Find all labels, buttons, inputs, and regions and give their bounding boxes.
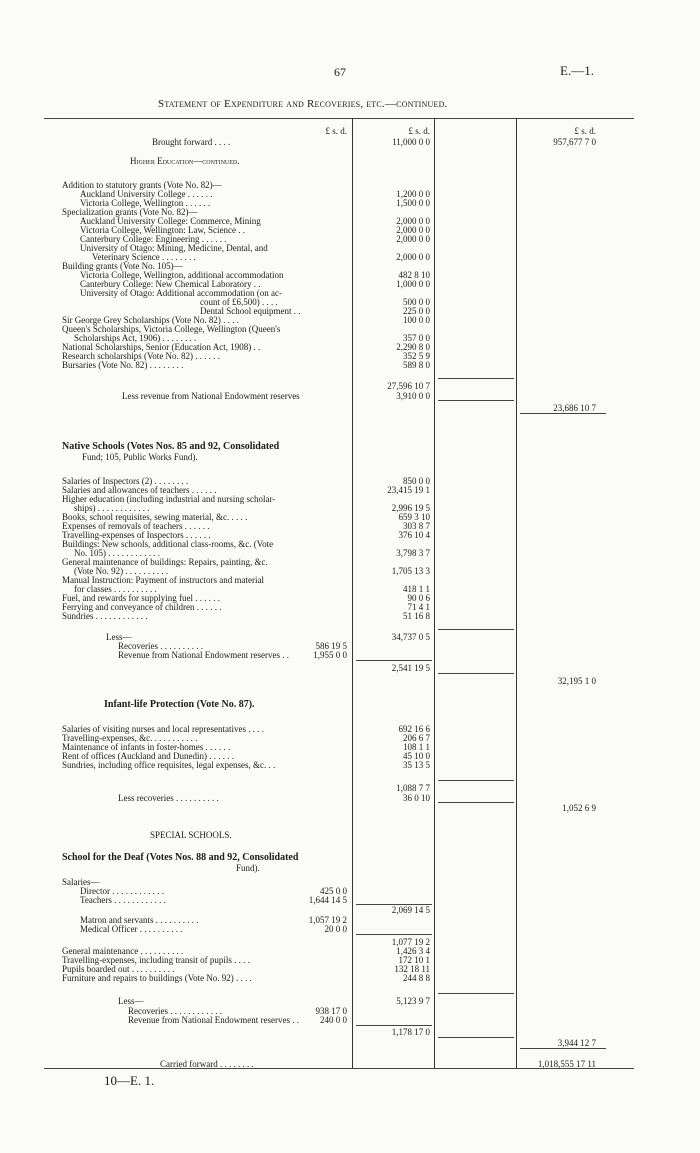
amount-c2: 71 4 1 — [407, 602, 430, 612]
table-row — [0, 1059, 700, 1069]
amount-c2: 172 10 1 — [398, 955, 430, 965]
amount-c1: 938 17 0 — [315, 1006, 347, 1016]
row-label: Queen's Scholarships, Victoria College, Wellington (Queen's — [62, 324, 281, 334]
row-label: Salaries of Inspectors (2) . . . . . . . . — [62, 476, 189, 486]
table-row — [0, 381, 700, 391]
row-label: Furniture and repairs to buildings (Vote No. 92) . . . . — [62, 973, 252, 983]
row-label: Sundries, including office requisites, legal expenses, &c. . . — [62, 760, 276, 770]
row-label: ships) . . . . . . . . . . . . — [74, 503, 150, 513]
amount-c1: 425 0 0 — [320, 886, 347, 896]
table-row — [0, 650, 700, 660]
row-label: Research scholarships (Vote No. 82) . . . . . . — [62, 351, 221, 361]
amount-c2: 132 18 11 — [394, 964, 430, 974]
amount-c1: 1,057 19 2 — [308, 915, 347, 925]
amount-c3: 3,944 12 7 — [557, 1038, 596, 1048]
amount-c2: 659 3 10 — [398, 512, 430, 522]
amount-c2: 1,077 19 2 — [391, 937, 430, 947]
amount-c2: 244 8 8 — [403, 973, 430, 983]
amount-c2: 34,737 0 5 — [391, 632, 430, 642]
table-row — [0, 391, 700, 401]
row-label: Salaries and allowances of teachers . . . . . . — [62, 485, 217, 495]
row-label: Dental School equipment . . — [200, 306, 301, 316]
amount-c2: 1,200 0 0 — [396, 189, 430, 199]
row-label: Less— — [106, 632, 132, 642]
row-label: Canterbury College: Engineering . . . . . . — [80, 234, 227, 244]
amount-c2: 482 8 10 — [398, 270, 430, 280]
table-row — [0, 1015, 700, 1025]
row-label: (Vote No. 92) . . . . . . . . . . — [74, 566, 169, 576]
row-label: Less recoveries . . . . . . . . . . — [118, 793, 219, 803]
amount-c2: 225 0 0 — [403, 306, 430, 316]
row-label: Manual Instruction: Payment of instructors and material — [62, 575, 264, 585]
row-label: Scholarships Act, 1906) . . . . . . . . — [74, 333, 197, 343]
row-label: Travelling-expenses of Inspectors . . . . . . — [62, 530, 211, 540]
row-label: Bursaries (Vote No. 82) . . . . . . . . — [62, 360, 184, 370]
amount-c2: 2,069 14 5 — [391, 905, 430, 915]
amount-c3: 1,018,555 17 11 — [537, 1059, 596, 1069]
row-label: General maintenance of buildings: Repairs, painting, &c. — [62, 557, 268, 567]
amount-c3: 957,677 7 0 — [553, 137, 596, 147]
table-row — [0, 783, 700, 793]
table-row — [0, 905, 700, 915]
amount-c2: 2,000 0 0 — [396, 216, 430, 226]
table-row — [0, 137, 700, 147]
table-row — [0, 760, 700, 770]
amount-c2: 206 6 7 — [403, 733, 430, 743]
row-label: Director . . . . . . . . . . . . — [80, 886, 164, 896]
table-row — [0, 676, 700, 686]
amount-c2: 692 16 6 — [398, 724, 430, 734]
amount-c1: 586 19 5 — [315, 641, 347, 651]
row-label: Expenses of removals of teachers . . . . . . — [62, 521, 210, 531]
table-row — [0, 1038, 700, 1048]
amount-c2: 1,000 0 0 — [396, 279, 430, 289]
amount-c2: 3,910 0 0 — [396, 391, 430, 401]
table-row — [0, 452, 700, 462]
table-row — [0, 803, 700, 813]
row-label: Recoveries . . . . . . . . . . . . — [128, 1006, 222, 1016]
row-label: Victoria College, Wellington, additional accommodation — [80, 270, 284, 280]
amount-c2: 2,000 0 0 — [396, 252, 430, 262]
page-title: Statement of Expenditure and Recoveries, etc.—continued. — [158, 98, 448, 110]
amount-c3: 23,686 10 7 — [553, 403, 596, 413]
row-label: Higher Education—continued. — [130, 156, 240, 166]
table-row — [0, 793, 700, 803]
table-row — [0, 924, 700, 934]
amount-c2: 36 0 10 — [403, 793, 430, 803]
amount-c3: 1,052 6 9 — [562, 803, 596, 813]
amount-c2: 303 8 7 — [403, 521, 430, 531]
row-label: Fund; 105, Public Works Fund). — [82, 452, 198, 462]
amount-c3: 32,195 1 0 — [557, 676, 596, 686]
row-label: count of £6,500) . . . . — [200, 297, 278, 307]
row-label: Books, school requisites, sewing material, &c. . . . . — [62, 512, 248, 522]
table-row — [0, 403, 700, 413]
amount-c2: 850 0 0 — [403, 476, 430, 486]
amount-c2: 589 8 0 — [403, 360, 430, 370]
row-label: Addition to statutory grants (Vote No. 82)— — [62, 180, 222, 190]
row-label: Brought forward . . . . — [152, 137, 231, 147]
row-label: Less revenue from National Endowment reserves — [122, 391, 300, 401]
row-label: Veterinary Science . . . . . . . . — [92, 252, 196, 262]
row-label: Ferrying and conveyance of children . . . . . . — [62, 602, 222, 612]
row-label: Salaries— — [62, 877, 100, 887]
row-label: Salaries of visiting nurses and local representatives . . . . — [62, 724, 264, 734]
page-number: 67 — [334, 65, 346, 79]
amount-c2: 2,996 19 5 — [391, 503, 430, 513]
table-row — [0, 895, 700, 905]
row-label: Specialization grants (Vote No. 82)— — [62, 207, 198, 217]
page-code: E.—1. — [560, 63, 594, 78]
row-label: School for the Deaf (Votes Nos. 88 and 92, Consolidated — [62, 852, 299, 863]
row-label: Pupils boarded out . . . . . . . . . . — [62, 964, 175, 974]
row-label: Fuel, and rewards for supplying fuel . . . . . . — [62, 593, 220, 603]
row-label: Less— — [118, 996, 144, 1006]
table-row — [0, 853, 700, 863]
table-row — [0, 1027, 700, 1037]
table-row — [0, 863, 700, 873]
row-label: Victoria College, Wellington: Law, Science . . — [80, 225, 245, 235]
amount-c2: 1,426 3 4 — [396, 946, 430, 956]
amount-c2: 352 5 9 — [403, 351, 430, 361]
row-label: Travelling-expenses, &c. . . . . . . . . . . — [62, 733, 198, 743]
amount-c2: 51 16 8 — [403, 611, 430, 621]
col3-head: £ s. d. — [574, 126, 596, 136]
table-row — [0, 156, 700, 166]
table-row — [0, 830, 700, 840]
amount-c1: 240 0 0 — [320, 1015, 347, 1025]
row-label: Infant-life Protection (Vote No. 87). — [104, 699, 255, 710]
amount-c2: 23,415 19 1 — [387, 485, 430, 495]
amount-c2: 2,000 0 0 — [396, 234, 430, 244]
row-label: No. 105) . . . . . . . . . . . . — [74, 548, 160, 558]
footer-signature: 10—E. 1. — [104, 1073, 155, 1088]
amount-c2: 1,500 0 0 — [396, 198, 430, 208]
row-label: General maintenance . . . . . . . . . . — [62, 946, 184, 956]
amount-c2: 376 10 4 — [398, 530, 430, 540]
amount-c2: 3,798 3 7 — [396, 548, 430, 558]
amount-c2: 27,596 10 7 — [387, 381, 430, 391]
row-label: Higher education (including industrial and nursing scholar- — [62, 494, 276, 504]
amount-c2: 500 0 0 — [403, 297, 430, 307]
amount-c2: 2,541 19 5 — [391, 663, 430, 673]
table-row — [0, 996, 700, 1006]
row-label: University of Otago: Additional accommodation (on ac- — [80, 288, 282, 298]
row-label: for classes . . . . . . . . . . — [74, 584, 157, 594]
row-label: Rent of offices (Auckland and Dunedin) . . . . . . — [62, 751, 235, 761]
row-label: Travelling-expenses, including transit of pupils . . . . — [62, 955, 250, 965]
amount-c2: 418 1 1 — [403, 584, 430, 594]
row-label: Building grants (Vote No. 105)— — [62, 261, 183, 271]
row-label: Carried forward . . . . . . . . — [160, 1059, 254, 1069]
row-label: Medical Officer . . . . . . . . . . — [80, 924, 183, 934]
amount-c2: 1,178 17 0 — [391, 1027, 430, 1037]
amount-c2: 5,123 9 7 — [396, 996, 430, 1006]
row-label: Matron and servants . . . . . . . . . . — [80, 915, 199, 925]
row-label: Fund). — [236, 863, 260, 873]
row-label: Sir George Grey Scholarships (Vote No. 82) . . . . — [62, 315, 239, 325]
row-label: Buildings: New schools, additional class-rooms, &c. (Vote — [62, 539, 274, 549]
row-label: Recoveries . . . . . . . . . . — [118, 641, 203, 651]
row-label: Canterbury College: New Chemical Laboratory . . — [80, 279, 261, 289]
amount-c2: 2,000 0 0 — [396, 225, 430, 235]
table-row — [0, 360, 700, 370]
row-label: Maintenance of infants in foster-homes . . . . . . — [62, 742, 231, 752]
table-row — [0, 700, 700, 710]
amount-c2: 90 0 6 — [407, 593, 430, 603]
amount-c1: 1,644 14 5 — [308, 895, 347, 905]
table-row — [0, 442, 700, 452]
row-label: Revenue from National Endowment reserves . . — [118, 650, 289, 660]
row-label: Auckland University College: Commerce, Mining — [80, 216, 261, 226]
row-label: Native Schools (Votes Nos. 85 and 92, Consolidated — [62, 441, 280, 452]
amount-c2: 45 10 0 — [403, 751, 430, 761]
row-label: Victoria College, Wellington . . . . . . — [80, 198, 211, 208]
amount-c2: 11,000 0 0 — [392, 137, 430, 147]
amount-c1: 20 0 0 — [324, 924, 347, 934]
table-row — [0, 973, 700, 983]
row-label: University of Otago: Mining, Medicine, Dental, and — [80, 243, 268, 253]
row-label: SPECIAL SCHOOLS. — [150, 830, 232, 840]
amount-c2: 1,705 13 3 — [391, 566, 430, 576]
amount-c2: 1,088 7 7 — [396, 783, 430, 793]
table-row — [0, 611, 700, 621]
table-row — [0, 663, 700, 673]
amount-c2: 35 13 5 — [403, 760, 430, 770]
amount-c2: 357 0 0 — [403, 333, 430, 343]
row-label: Auckland University College . . . . . . — [80, 189, 213, 199]
row-label: Teachers . . . . . . . . . . . . — [80, 895, 166, 905]
col1-head: £ s. d. — [325, 126, 347, 136]
amount-c2: 108 1 1 — [403, 742, 430, 752]
amount-c2: 2,290 8 0 — [396, 342, 430, 352]
row-label: National Scholarships, Senior (Education Act, 1908) . . — [62, 342, 261, 352]
row-label: Revenue from National Endowment reserves . . — [128, 1015, 299, 1025]
row-label: Sundries . . . . . . . . . . . . — [62, 611, 148, 621]
amount-c2: 100 0 0 — [403, 315, 430, 325]
amount-c1: 1,955 0 0 — [313, 650, 347, 660]
col2-head: £ s. d. — [408, 126, 430, 136]
